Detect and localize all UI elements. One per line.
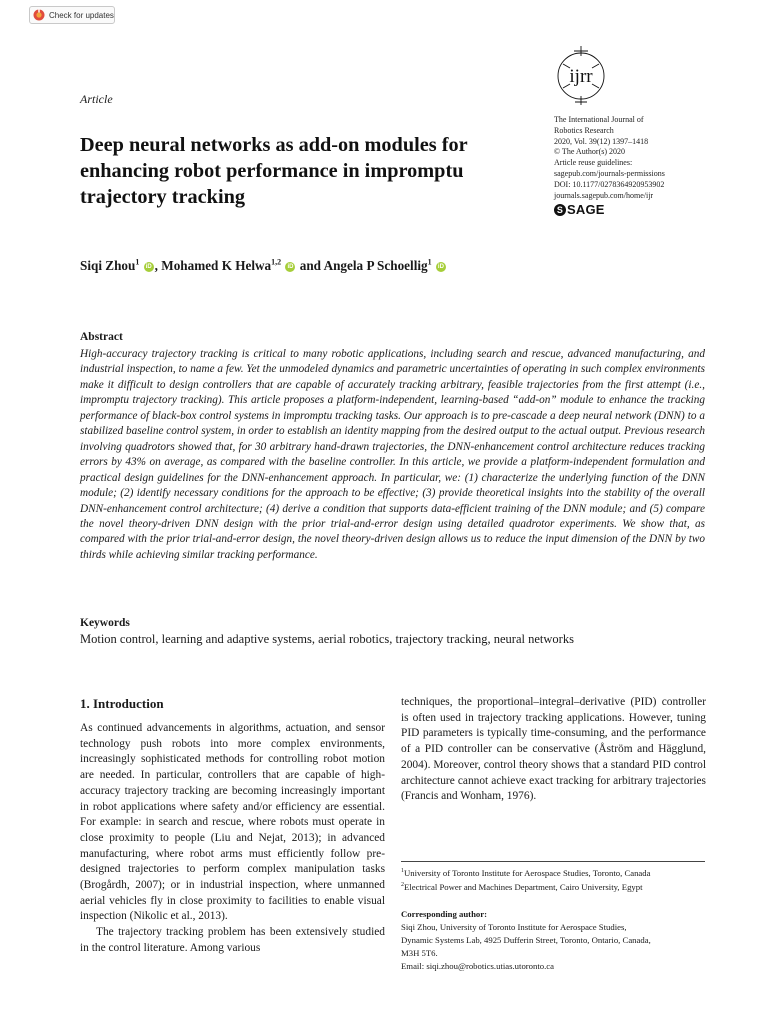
article-type: Article — [80, 92, 113, 106]
corresponding-email-link[interactable]: Email: siqi.zhou@robotics.utias.utoronto.ca — [401, 961, 555, 972]
affiliations — [401, 867, 711, 894]
author-name: Angela P Schoellig — [323, 258, 428, 273]
abstract-text: High-accuracy trajectory tracking is critical to many robotic applications, including search and rescue, advanced manufacturing, and industrial inspection, to name a few. Yet the unmodeled dynamics and parametric uncertainties of operating in such complex environments make it difficult to design controllers that are capable of accurately tracking arbitrary, feasible trajectories from the first attempt (i.e., impromptu trajectory tracking). This article proposes a platform-independent, learning-based “add-on” module to enhance the tracking performance of black-box control systems in impromptu tracking tasks. Our approach is to pre-cascade a deep neural network (DNN) to a stabilized baseline control system, in order to establish an identity mapping from the desired output to the actual output. Previous research involving quadrotors showed that, for 30 arbitrary hand-drawn trajectories, the DNN-enhancement control architecture reduces tracking errors by 43% on average, as compared with the baseline controller. In this article, we provide a platform-independent formulation and practical design guidelines for the DNN-enhancement approach. In particular, we: (1) characterize the underlying function of the DNN module; (2) identify necessary conditions for the approach to be effective; (3) provide theoretical insights into the stability of the overall DNN-enhancement control architecture; (4) derive a condition that supports data-efficient training of the DNN module; and (5) compare the novel theory-driven DNN design with the prior trial-and-error design using detailed quadrotor experiments. We show that, as compared with the prior trial-and-error design, the novel theory-driven design allows us to reduce the input dimension of the DNN by two thirds while achieving similar tracking performance. — [80, 348, 705, 561]
check-for-updates-button[interactable] — [29, 6, 115, 24]
intro-right-column — [401, 695, 706, 805]
section-heading: 1. Introduction — [80, 696, 164, 711]
journal-home-link[interactable]: journals.sagepub.com/home/ijr — [554, 190, 654, 200]
author-affiliation: 1,2 — [271, 257, 282, 267]
author-affiliation: 1 — [135, 257, 140, 267]
intro-left-column — [80, 721, 385, 957]
paper-title: Deep neural networks as add-on modules for enhancing robot performance in impromptu trajectory tracking — [80, 134, 468, 208]
affiliation-item: $^2$Electrical Power and Machines Department, Cairo University, Egypt — [401, 881, 643, 892]
orcid-icon[interactable]: iD — [437, 263, 444, 270]
journal-info-line: The International Journal of — [554, 115, 644, 124]
orcid-icon[interactable]: iD — [145, 263, 152, 270]
author-name: Mohamed K Helwa — [161, 258, 272, 273]
author-affiliation: 1 — [427, 257, 432, 267]
corresponding-line: Dynamic Systems Lab, 4925 Dufferin Street, Toronto, Ontario, Canada, — [401, 935, 651, 946]
affiliation-item: $^1$University of Toronto Institute for Aerospace Studies, Toronto, Canada — [401, 868, 651, 878]
sage-mark-icon: S — [554, 204, 566, 216]
doi-link[interactable]: DOI: 10.1177/0278364920953902 — [554, 179, 665, 189]
journal-info — [554, 115, 729, 216]
journal-info-line: © The Author(s) 2020 — [554, 147, 626, 157]
journal-info-line: Article reuse guidelines: — [554, 158, 633, 168]
ijrr-logo — [555, 42, 607, 106]
author-list — [80, 258, 447, 274]
journal-info-line: 2020, Vol. 39(12) 1397–1418 — [554, 136, 649, 146]
publisher-name: SAGE — [567, 201, 605, 217]
keywords-text: Motion control, learning and adaptive systems, aerial robotics, trajectory tracking, neural networks — [80, 632, 574, 646]
journal-info-line: Robotics Research — [554, 125, 614, 135]
corresponding-line: M3H 5T6. — [401, 948, 438, 959]
intro-paragraph: techniques, the proportional–integral–derivative (PID) controller is often used in trajectory tracking applications. However, tuning PID parameters is typically time-consuming, and the performance of a PID controller can be conservative (Åström and Hägglund, 2004). Moreover, control theory shows that a standard PID control architecture cannot achieve exact tracking for arbitrary trajectories (Francis and Wonham, 1976). — [401, 696, 706, 803]
logo-text: ijrr — [569, 66, 593, 87]
orcid-icon[interactable]: iD — [287, 263, 294, 270]
keywords-heading: Keywords — [80, 617, 130, 629]
check-updates-icon — [33, 9, 45, 21]
author-separator: and — [296, 258, 324, 273]
intro-paragraph: As continued advancements in algorithms, actuation, and sensor technology push robots into more complex environments, increasingly sophisticated methods for controlling robot motion are needed. In particular, controllers that are capable of high-accuracy trajectory tracking are becoming increasingly important in robot applications where safety and/or efficiency are essential. For example: in search and rescue, where robots must operate in close proximity to people (Liu and Nejat, 2013); in advanced manufacturing, where robot arms must efficiently follow pre-designed trajectories to perform complex manipulation tasks (Brogårdh, 2007); or in industrial inspection, where unmanned aerial vehicles fly in close proximity to facilities to enable visual inspection (Nikolic et al., 2013). — [80, 722, 385, 923]
corresponding-line: Siqi Zhou, University of Toronto Institute for Aerospace Studies, — [401, 922, 627, 932]
intro-paragraph: The trajectory tracking problem has been extensively studied in the control literature. Among various — [80, 926, 385, 954]
reuse-link[interactable]: sagepub.com/journals-permissions — [554, 168, 665, 178]
corresponding-author-heading: Corresponding author: — [401, 909, 488, 919]
author-separator: , — [154, 258, 162, 273]
check-updates-label: Check for updates — [49, 10, 114, 20]
abstract-heading: Abstract — [80, 331, 123, 343]
author-name: Siqi Zhou — [80, 258, 136, 273]
footnote-divider — [401, 861, 705, 862]
corresponding-author-details — [401, 921, 711, 973]
sage-logo — [554, 201, 729, 217]
